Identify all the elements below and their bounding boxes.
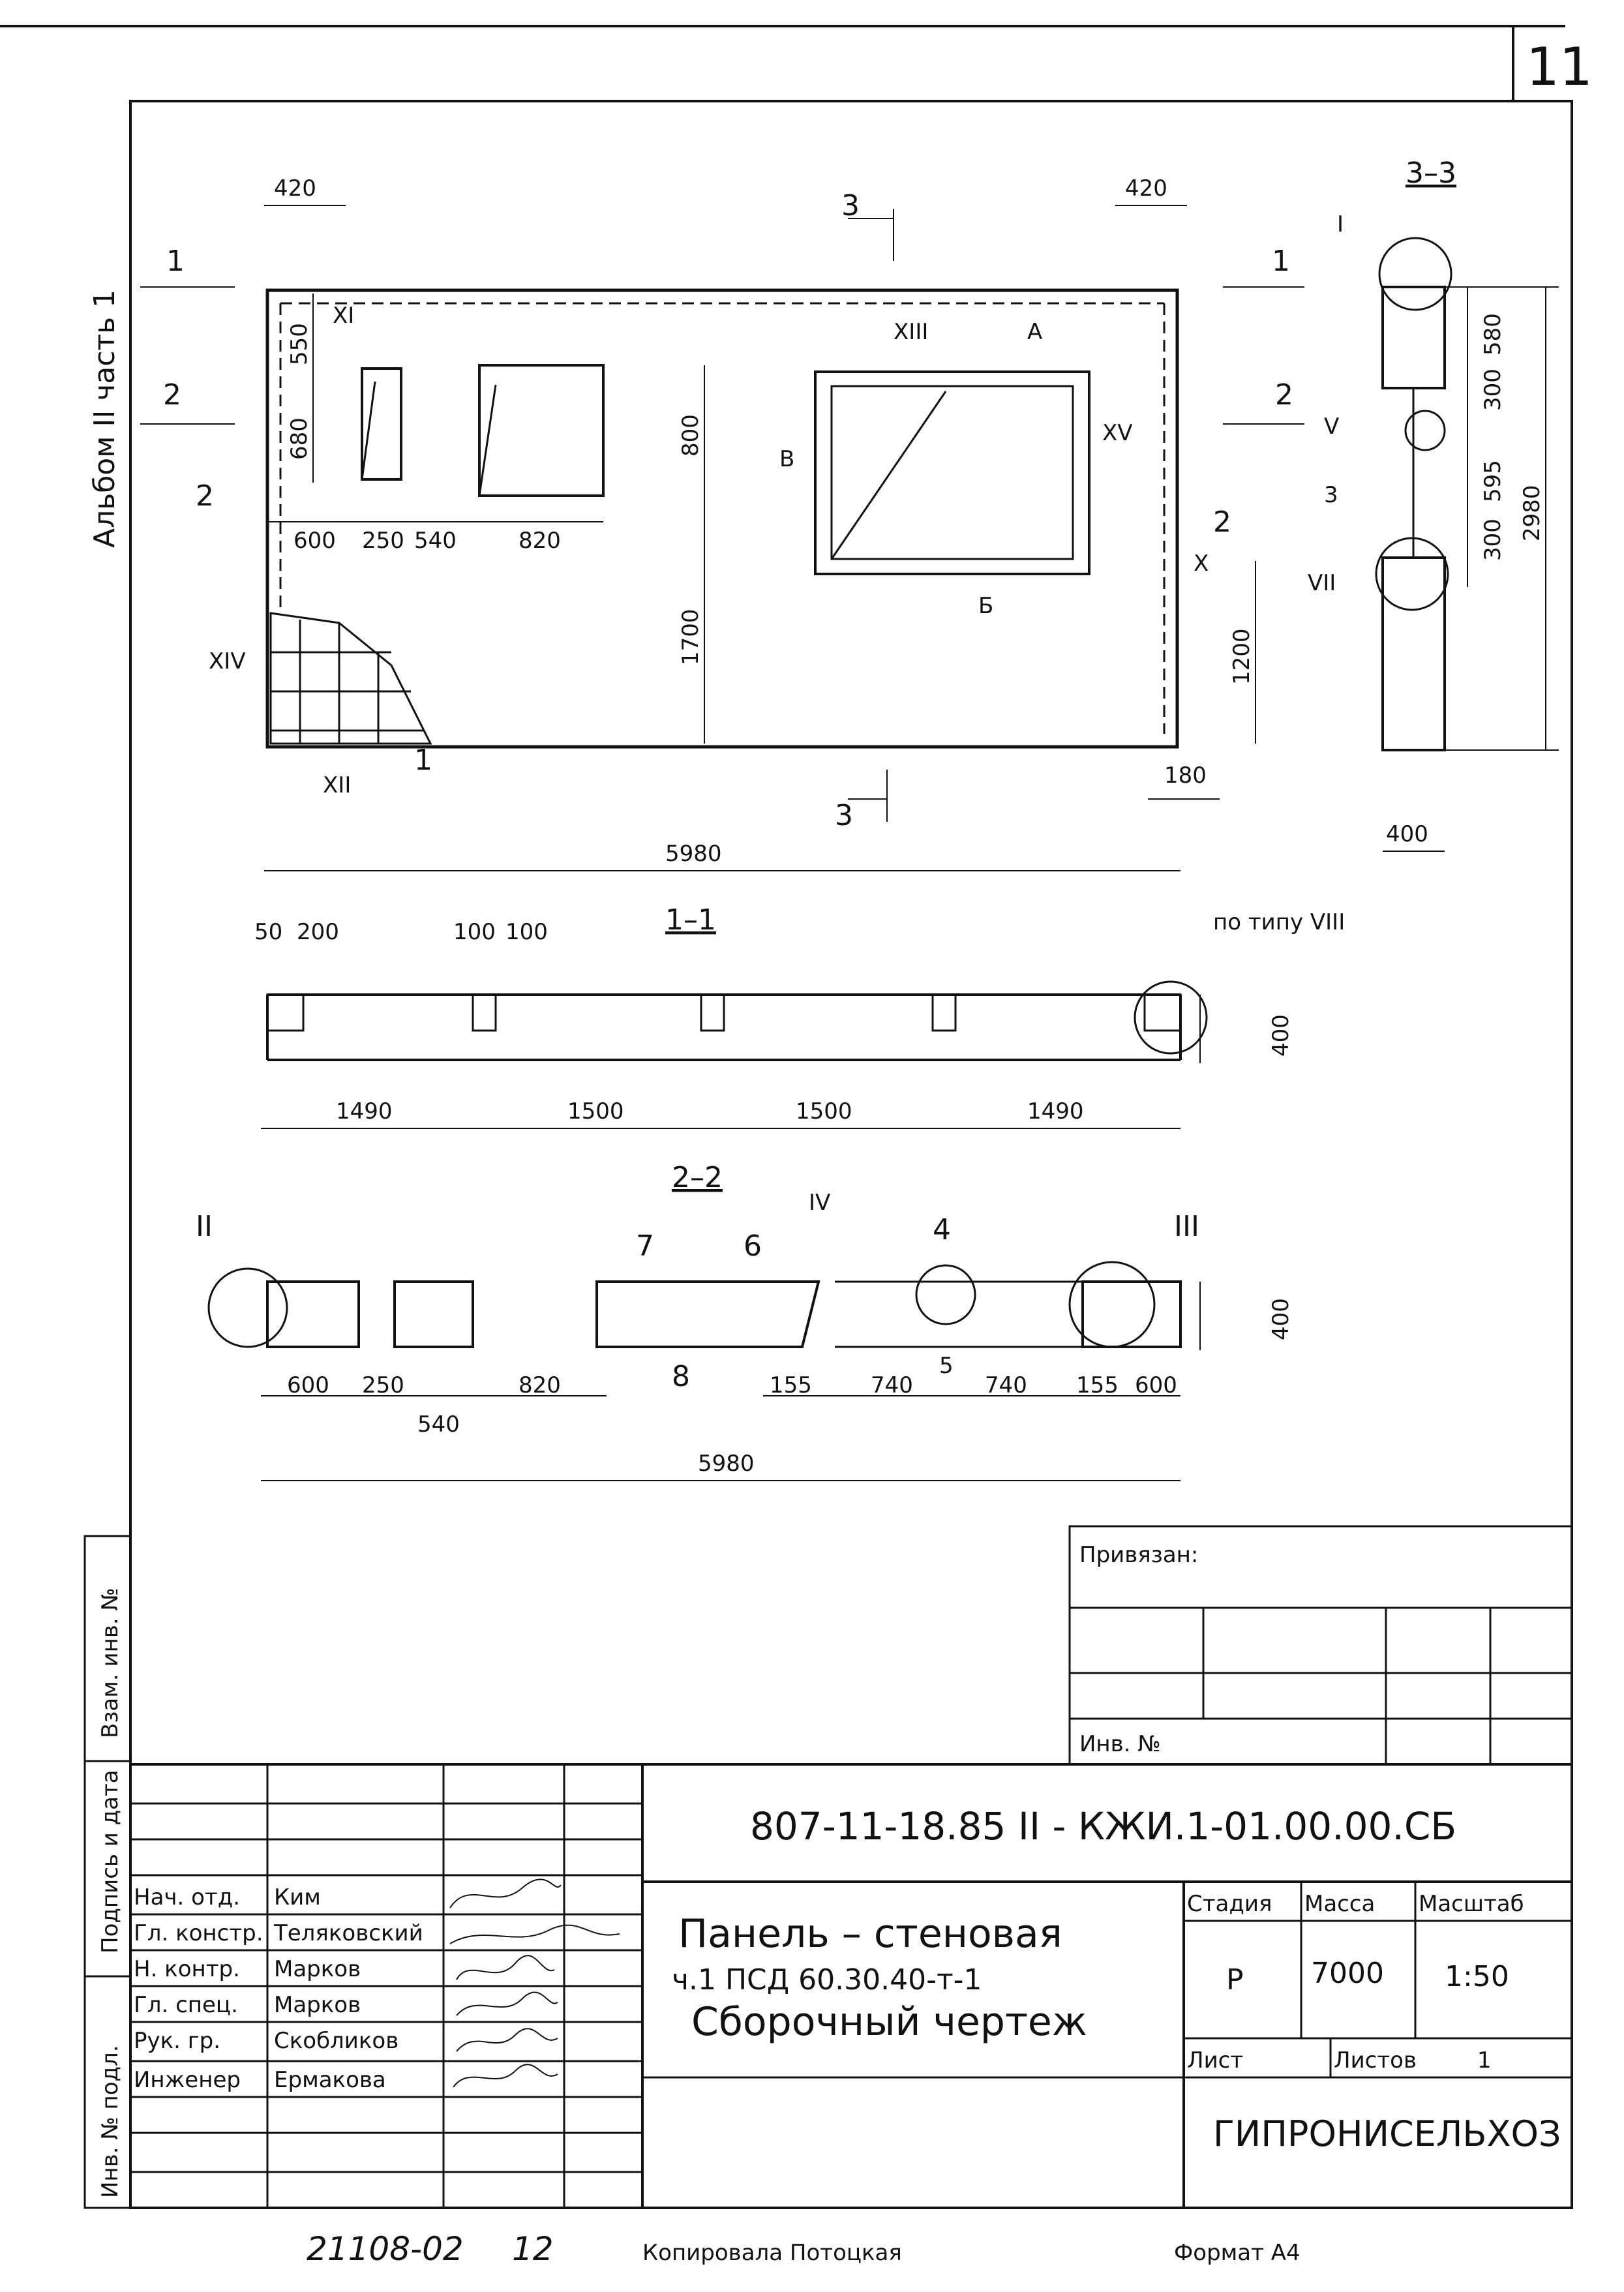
section-2-2-title: 2–2 — [672, 1161, 723, 1194]
section-2-2-dim-740a: 740 — [871, 1372, 913, 1398]
name-3: Марков — [274, 1956, 361, 1982]
node-i: I — [1337, 211, 1344, 237]
position-5: 5 — [939, 1353, 954, 1379]
node-vii: VII — [1308, 570, 1336, 596]
section-1-1-dim-1500a: 1500 — [567, 1098, 624, 1124]
footer-sheet: 12 — [512, 2230, 554, 2268]
plan-dim-1700: 1700 — [678, 609, 704, 665]
plan-dim-420-right: 420 — [1125, 175, 1167, 202]
plan-dim-540: 540 — [414, 528, 457, 554]
label-v: В — [779, 446, 795, 472]
role-2: Гл. констр. — [134, 1920, 263, 1946]
organization: ГИПРОНИСЕЛЬХОЗ — [1213, 2113, 1561, 2154]
section-2-2-dim-600a: 600 — [287, 1372, 329, 1398]
node-iv: IV — [809, 1190, 831, 1216]
role-3: Н. контр. — [134, 1956, 240, 1982]
section-mark-2-right: 2 — [1275, 378, 1293, 412]
plan-dim-820: 820 — [519, 528, 561, 554]
footer-copied: Копировала Потоцкая — [642, 2240, 902, 2266]
name-6: Ермакова — [274, 2067, 386, 2093]
section-2-2-dim-820: 820 — [519, 1372, 561, 1398]
node-xii: XII — [323, 772, 352, 798]
plan-dim-180: 180 — [1164, 762, 1207, 789]
sheets-value: 1 — [1477, 2047, 1492, 2073]
section-3-3-title: 3–3 — [1406, 157, 1456, 190]
sheet-header: Лист — [1187, 2047, 1244, 2073]
plan-dim-250: 250 — [362, 528, 404, 554]
plan-dim-420-left: 420 — [274, 175, 316, 202]
side-label-inv: Инв. № подл. — [97, 2045, 123, 2198]
section-mark-3-bottom: 3 — [835, 799, 853, 832]
position-3: 3 — [1324, 482, 1338, 508]
node-xiv: XIV — [209, 648, 246, 674]
section-2-2-dim-155a: 155 — [770, 1372, 812, 1398]
section-2-2-dim-155b: 155 — [1076, 1372, 1119, 1398]
stage-value: Р — [1226, 1963, 1244, 1997]
plan-dim-680: 680 — [286, 417, 312, 460]
node-ii: II — [196, 1210, 213, 1243]
role-5: Рук. гр. — [134, 2028, 221, 2054]
node-iii: III — [1174, 1210, 1199, 1243]
position-1: 1 — [414, 744, 432, 777]
album-label: Альбом II часть 1 — [88, 289, 121, 548]
section-3-3-dim-595: 595 — [1480, 460, 1506, 502]
name-1: Ким — [274, 1884, 321, 1910]
scale-header: Масштаб — [1419, 1891, 1524, 1917]
section-mark-1-right: 1 — [1272, 245, 1290, 278]
side-label-replace: Взам. инв. № — [97, 1588, 123, 1738]
panel-plan — [267, 290, 1177, 747]
section-2-2-dim-250: 250 — [362, 1372, 404, 1398]
section-mark-3-top: 3 — [841, 189, 860, 222]
position-7: 7 — [636, 1229, 654, 1263]
section-3-3-dim-2980: 2980 — [1519, 485, 1545, 541]
section-1-1-dim-1500b: 1500 — [796, 1098, 852, 1124]
plan-dim-800: 800 — [678, 414, 704, 457]
section-2-2-drawing — [209, 1262, 1200, 1481]
section-mark-2-left: 2 — [163, 378, 181, 412]
plan-dim-550: 550 — [286, 323, 312, 365]
section-3-3-dim-580: 580 — [1480, 313, 1506, 355]
section-2-2-dim-400: 400 — [1268, 1298, 1294, 1340]
role-6: Инженер — [134, 2067, 241, 2093]
section-1-1-dim-400: 400 — [1268, 1014, 1294, 1057]
scale-value: 1:50 — [1445, 1960, 1509, 1993]
position-4: 4 — [933, 1213, 951, 1246]
section-2-2-dim-740b: 740 — [985, 1372, 1027, 1398]
role-4: Гл. спец. — [134, 1992, 238, 2018]
section-1-1-dim-200: 200 — [297, 919, 339, 945]
doc-name-line2: ч.1 ПСД 60.30.40-т-1 — [672, 1963, 982, 1997]
plan-dim-1200: 1200 — [1229, 628, 1255, 685]
doc-code: 807-11-18.85 II - КЖИ.1-01.00.00.СБ — [750, 1804, 1457, 1848]
section-2-2-dim-600b: 600 — [1135, 1372, 1177, 1398]
footer-number: 21108-02 — [307, 2230, 464, 2268]
signatures — [450, 1879, 620, 2087]
section-2-2-dim-540: 540 — [417, 1411, 460, 1438]
doc-name-line1: Панель – стеновая — [678, 1911, 1062, 1957]
section-1-1-dim-1490a: 1490 — [336, 1098, 393, 1124]
node-v: V — [1324, 414, 1340, 440]
section-3-3-dim-300a: 300 — [1480, 369, 1506, 411]
position-6: 6 — [744, 1229, 762, 1263]
section-1-1-dim-100a: 100 — [453, 919, 496, 945]
mass-header: Масса — [1304, 1891, 1376, 1917]
binding-inv: Инв. № — [1079, 1731, 1161, 1757]
mass-value: 7000 — [1311, 1957, 1384, 1990]
side-label-sign: Подпись и дата — [97, 1770, 123, 1953]
binding-title: Привязан: — [1079, 1542, 1199, 1568]
name-4: Марков — [274, 1992, 361, 2018]
section-3-3-dim-400: 400 — [1386, 821, 1428, 847]
node-xv: XV — [1102, 420, 1133, 446]
name-5: Скобликов — [274, 2028, 399, 2054]
section-3-3-drawing — [1376, 238, 1559, 851]
role-1: Нач. отд. — [134, 1884, 241, 1910]
stage-header: Стадия — [1187, 1891, 1272, 1917]
section-2-2-dim-5980: 5980 — [698, 1451, 755, 1477]
plan-dim-5980: 5980 — [665, 841, 722, 867]
label-b: Б — [978, 593, 994, 619]
footer-format: Формат А4 — [1174, 2240, 1301, 2266]
section-1-1-dim-100b: 100 — [505, 919, 548, 945]
name-2: Теляковский — [274, 1920, 423, 1946]
page-number: 11 — [1526, 37, 1593, 97]
node-xiii: XIII — [894, 319, 929, 345]
position-2-left: 2 — [196, 479, 214, 513]
section-3-3-dim-300b: 300 — [1480, 519, 1506, 561]
section-1-1-note: по типу VIII — [1213, 909, 1346, 935]
node-xi: XI — [333, 303, 355, 329]
doc-name-line3: Сборочный чертеж — [691, 1999, 1087, 2045]
label-a: А — [1027, 319, 1043, 345]
section-1-1-title: 1–1 — [665, 903, 716, 937]
sheets-header: Листов — [1334, 2047, 1417, 2073]
node-x: X — [1194, 550, 1209, 577]
section-1-1-dim-1490b: 1490 — [1027, 1098, 1084, 1124]
position-2-right: 2 — [1213, 505, 1231, 539]
position-8: 8 — [672, 1360, 690, 1393]
plan-dim-600: 600 — [293, 528, 336, 554]
section-mark-1-left: 1 — [166, 245, 185, 278]
section-1-1-dim-50: 50 — [254, 919, 283, 945]
